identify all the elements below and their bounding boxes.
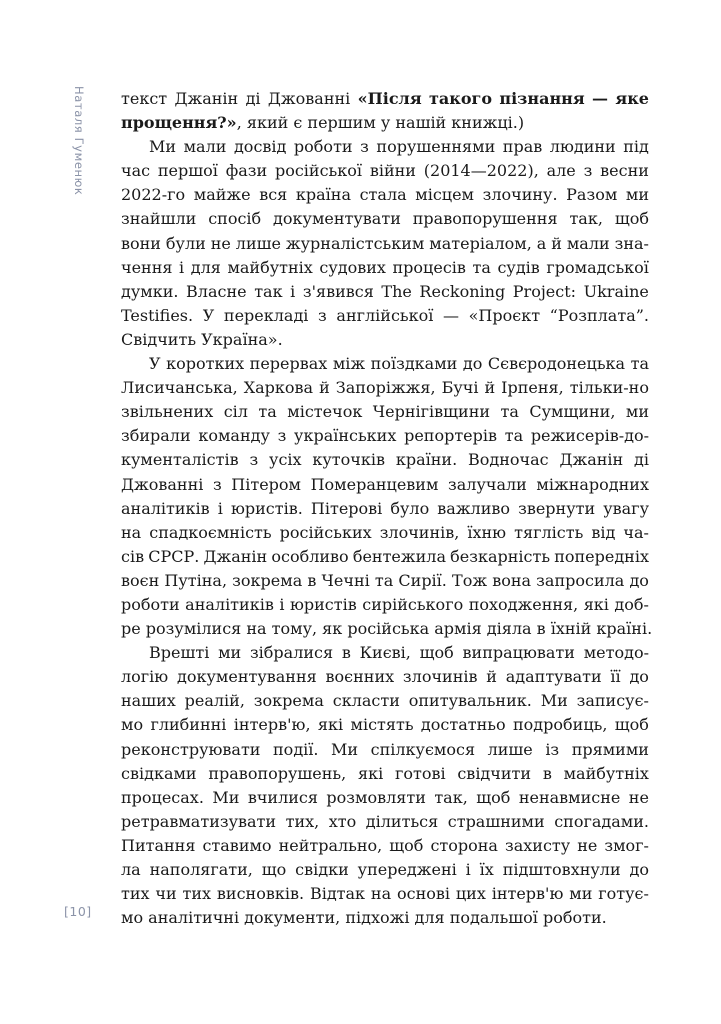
text-word: бентежила [352,546,446,566]
text-word: спілкуємося [370,739,476,759]
text-word: правопорушень, [208,763,347,783]
text-word: висновків. [216,884,305,904]
text-word: спогадами. [554,811,649,831]
text-word: сторона [430,835,498,855]
text-word: мали [566,233,610,253]
page-number: [10] [64,904,92,919]
text-word: ми [569,884,593,904]
text-word: російських [279,522,372,542]
text-line [121,497,649,521]
text-word: захисту [504,835,571,855]
text-word: воєн [121,570,160,590]
text-word: зібралися [249,643,334,663]
text-word: до [629,860,649,879]
text-word: які [317,715,344,735]
text-word: і [465,860,471,879]
text-word: пізнання [499,89,585,108]
text-word: так, [434,787,468,807]
text-word: роботи [293,137,353,157]
text-word: чення [121,257,173,277]
text-word: вони [121,233,161,253]
text-word: поїздками [370,354,458,374]
text-word: глибинні [150,715,227,735]
text-word: злочину. [482,185,558,205]
text-word: вона [492,570,532,590]
text-word: сирійського [362,594,464,614]
text-word: The [381,281,412,301]
text-word: порушеннями [376,137,496,157]
text-word: час [121,161,151,181]
text-word: щоб [389,835,424,855]
text-word: Власне [186,281,247,301]
text-word: й [484,378,496,398]
text-word: скласти [332,691,400,711]
text-word: і [279,594,285,614]
text-line [121,400,649,424]
text-line [121,713,649,737]
text-word: ми [218,643,242,663]
text-word: наших [121,691,176,711]
text-word: Свідчить Україна». [121,329,283,349]
text-line [121,87,649,111]
text-word: та [258,402,277,422]
text-word: перервах [249,354,328,374]
text-word: ча- [623,522,649,542]
text-line [121,424,649,448]
text-word: У [149,354,161,374]
text-line [121,232,649,256]
text-word: Києві, [359,643,411,663]
text-word: Сирії. [398,570,447,590]
text-word: міжнародних [536,474,649,494]
text-word: з [212,474,222,494]
text-line [121,352,649,376]
text-word: тільки-но [569,378,649,398]
text-word: ми [625,402,649,422]
text-word: з [583,161,593,181]
text-word: мали [183,137,227,157]
text-word: Чернігівщини [372,402,491,422]
text-word: з [360,137,369,157]
text-line [121,617,653,641]
text-line [121,810,649,834]
text-word: коротких [166,354,245,374]
text-word: щоб [476,787,511,807]
text-word: події. [273,739,319,759]
text-word: країни. [395,450,458,470]
text-word: аналітиків [121,498,210,518]
text-word: та [630,354,649,374]
text-word: чи [155,884,177,904]
text-word: звільнених [121,402,214,422]
text-word: збирали [121,426,191,446]
text-word: прощення?» [121,113,237,133]
text-word: Питання [121,835,196,855]
running-head [70,86,90,216]
text-word: Чечні [321,570,370,590]
text-word: Пітером [231,474,301,494]
text-line [121,135,649,159]
text-word: Джанін [559,450,624,470]
text-word: інтерв'ю, [233,715,311,735]
text-word: не [628,787,649,807]
text-word: між [332,354,366,374]
text-word: Врешті [149,643,210,663]
text-word: свідки [295,860,349,879]
text-word: ставимо [202,835,272,855]
text-line [121,834,649,858]
text-word: ненавмисне [518,787,621,807]
text-word: матеріалом, [429,233,532,253]
text-word: стала [359,185,407,205]
text-word: Водночас [468,450,549,470]
text-word: Лисичанська, [121,378,238,398]
text-word: й [486,667,497,687]
text-word: свідками [121,763,197,783]
text-word: і [179,257,185,277]
text-word: ла [121,860,141,879]
text-word: мо аналітичні документи, підхожі для подальшої роботи. [121,908,607,928]
text-word: вся [259,185,288,205]
text-word: упереджені [357,860,457,879]
text-word: до [629,667,649,687]
text-line [121,183,649,207]
text-word: до [462,354,483,374]
text-word: й [551,233,562,253]
text-word: на [370,884,392,904]
text-word: та [472,257,491,277]
text-word: адаптувати [505,667,602,687]
text-word: важливо [437,498,511,518]
text-word: підштовхнули [502,860,621,879]
text-word: англійської [336,305,434,325]
text-word: тих [182,884,212,904]
text-word: попередніх [554,546,649,566]
text-word: кументалістів [121,450,239,470]
text-word: з [249,450,259,470]
text-word: залучали [448,474,527,494]
text-word: не [577,835,598,855]
text-word: основі [396,884,450,904]
text-line [121,376,649,400]
text-word: репортерів [404,426,498,446]
text-word: що [261,860,287,879]
text-word: методо- [583,643,649,663]
text-word: страшними [447,811,545,831]
text-line [121,545,649,569]
text-word: Померанцевим [310,474,439,494]
text-line [121,689,649,713]
text-word: та [504,426,524,446]
text-word: Бучі [441,378,479,398]
text-line [121,593,649,617]
text-word: — [592,89,609,108]
text-word: інтерв'ю [491,884,564,904]
text-word: так, [569,209,603,229]
text-word: свідчити [457,763,532,783]
text-word: людини [549,137,616,157]
text-word: спосіб [208,209,262,229]
text-word: Разом [566,185,618,205]
text-word: увагу [603,498,649,518]
text-word: фази [225,161,268,181]
text-word: а [536,233,547,253]
text-word: «Проєкт [468,305,541,325]
text-word: Путіна, [164,570,228,590]
text-word: реалій, [184,691,245,711]
text-line [121,328,649,352]
text-word: документування [177,667,317,687]
text-word: не [210,233,231,253]
text-word: , який є першим у нашій книжці.) [236,113,525,133]
text-word: місцем [415,185,474,205]
text-word: режисерів-до- [530,426,649,446]
text-word: які [357,763,384,783]
text-line [121,641,649,665]
text-word: тих, [285,811,320,831]
text-word: безкарність [450,546,551,566]
text-word: наполягати, [149,860,253,879]
text-word: були [165,233,206,253]
text-word: такого [429,89,492,108]
text-word: Ukraine [583,281,649,301]
text-word: для [190,257,221,277]
text-word: аналітиків [185,594,274,614]
text-word: достатньо [420,715,506,735]
text-word: їх [479,860,494,879]
text-word: Відтак [309,884,366,904]
text-word: й [319,378,330,398]
text-word: і [290,281,296,301]
text-word: воєнних [325,667,395,687]
text-word: їхню [467,522,507,542]
text-word: документувати [273,209,401,229]
text-line [121,521,649,545]
text-word: країна [295,185,351,205]
text-word: прав [502,137,543,157]
text-word: Джованні [121,474,204,494]
text-word: “Розплата”. [549,305,649,325]
text-word: Ми [331,739,359,759]
running-head-author: Наталя Гуменюк [72,86,86,196]
text-word: українських [294,426,397,446]
text-word: Ми [212,787,240,807]
text-word: містечок [287,402,363,422]
text-word: було [390,498,430,518]
text-word: роботи [121,594,180,614]
text-word: та [500,402,519,422]
text-word: правопорушення [412,209,558,229]
text-word: знайшли [121,209,197,229]
text-word: змог- [604,835,649,855]
text-word: досвід [233,137,287,157]
text-word: тяглість [514,522,584,542]
text-word: ретравматизувати [121,811,277,831]
text-word: команду [198,426,270,446]
text-word: від [591,522,616,542]
text-word: в [341,643,351,663]
text-word: логію [121,667,169,687]
text-word: російської [274,161,363,181]
text-word: і [217,498,223,518]
text-word: Тож [452,570,488,590]
text-word: сіл [223,402,248,422]
text-word: під [623,137,649,157]
text-word: — [442,305,459,325]
text-word: Джанін [203,546,268,566]
text-word: щоб [614,209,649,229]
text-word: записує- [576,691,649,711]
text-word: випрацювати [462,643,575,663]
text-line [121,207,649,231]
text-word: війни [369,161,416,181]
text-word: в [307,570,317,590]
text-line [121,448,649,472]
text-word: запросила [536,570,625,590]
text-word: процесах. [121,787,204,807]
text-word: судових [319,257,386,277]
text-line [121,858,649,882]
text-word: «Після [357,89,422,108]
text-word: щоб [419,643,454,663]
text-word: Харкова [243,378,314,398]
text-word: тих [121,884,150,904]
text-word: реконструювати [121,739,261,759]
text-word: ді [634,450,649,470]
text-word: куточків [312,450,385,470]
text-word: опитувальник. [408,691,532,711]
text-word: 2022-го [121,185,186,205]
text-line [121,111,649,135]
text-word: містять [350,715,414,735]
text-word: Ми [149,137,177,157]
text-word: лише [235,233,281,253]
text-word: із [545,739,560,759]
text-line [121,304,649,328]
text-word: Testifies. [121,305,194,325]
text-word: майже [193,185,251,205]
text-word: юристів. [230,498,303,518]
text-word: Project: [512,281,577,301]
text-line [121,738,649,762]
text-word: спадкоємність [149,522,272,542]
text-word: Reckoning [419,281,506,301]
text-word: майбутніх [563,763,649,783]
text-word: до [629,570,649,590]
text-word: перекладі [223,305,309,325]
text-word: Джанін [174,89,239,108]
text-word: яке [615,89,649,108]
text-word: Пітерові [310,498,383,518]
text-word: Ірпеня, [501,378,564,398]
text-word: які [583,594,609,614]
text-word: У [202,305,215,325]
text-word: юристів [289,594,357,614]
text-word: злочинів, [379,522,460,542]
text-word: першої [157,161,218,181]
text-word: ми [625,185,649,205]
text-word: громадської [546,257,649,277]
text-word: звернути [518,498,596,518]
text-word: ділиться [365,811,439,831]
text-word: зокрема [232,570,303,590]
text-word: цих [455,884,486,904]
text-word: майбутніх [227,257,313,277]
text-word: зокрема [253,691,324,711]
text-word: Запоріжжя, [335,378,436,398]
text-word: нейтрально, [278,835,383,855]
text-line [121,762,649,786]
text-line [121,280,649,304]
text-line [121,256,649,280]
text-word: мо [121,715,144,735]
text-word: її [610,667,621,687]
text-word: хто [328,811,357,831]
text-line [121,882,649,906]
text-word: ді [245,89,261,108]
text-word: з'явився [302,281,374,301]
text-word: думки. [121,281,179,301]
text-word: злочинів [402,667,478,687]
text-word: готує- [598,884,649,904]
text-line [121,906,649,930]
text-word: та [374,570,394,590]
text-word: весни [600,161,649,181]
text-word: зна- [614,233,649,253]
text-word: вчилися [247,787,318,807]
text-word: Джованні [267,89,351,108]
text-word: доб- [614,594,649,614]
text-word: Сєвєродонецька [487,354,626,374]
text-word: лише [487,739,533,759]
text-word: ре розумілися на тому, як російська армія діяла в їхній країні. [121,619,653,639]
text-word: процесів [392,257,466,277]
text-word: готові [394,763,446,783]
text-word: щоб [614,715,649,735]
text-word: усіх [269,450,302,470]
text-word: судів [497,257,540,277]
text-word: в [542,763,552,783]
body-text [121,87,653,930]
text-word: особливо [271,546,349,566]
text-word: розмовляти [326,787,426,807]
text-word: так [254,281,283,301]
text-word: Ми [540,691,568,711]
text-word: сів [121,546,145,566]
text-word: журналістським [285,233,425,253]
text-word: на [121,522,142,542]
text-word: але [546,161,576,181]
text-word: походження, [468,594,579,614]
text-line [121,159,649,183]
text-line [121,569,649,593]
text-word: з [277,426,287,446]
text-word: текст [121,89,168,108]
text-word: подробиць, [513,715,608,735]
text-word: (2014—2022), [423,161,539,181]
text-word: з [318,305,327,325]
text-line [121,473,649,497]
text-word: Сумщини, [529,402,616,422]
text-line [121,665,649,689]
text-line [121,786,649,810]
text-word: СРСР. [148,546,200,566]
text-word: прямими [571,739,649,759]
